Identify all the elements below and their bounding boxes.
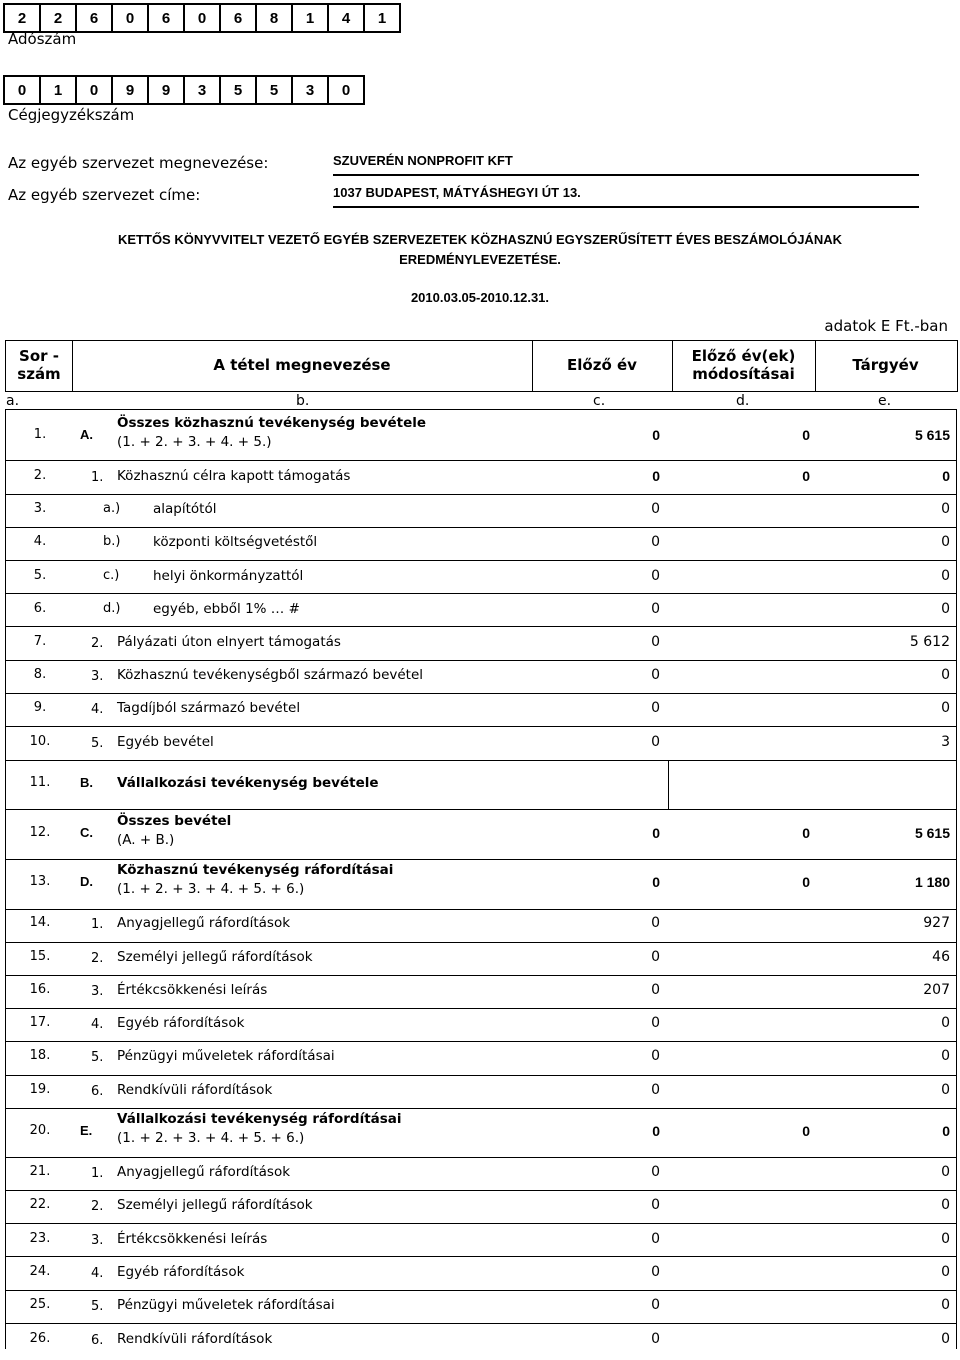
row-separator xyxy=(5,494,957,495)
digit-box: 8 xyxy=(257,5,293,31)
row-number: 17. xyxy=(29,1015,51,1030)
header-sor-szam xyxy=(5,340,73,390)
row-current-year-value: 0 xyxy=(941,1015,950,1031)
row-prev-year-value: 0 xyxy=(651,601,660,617)
digit-box: 2 xyxy=(5,5,41,31)
row-current-year-value: 0 xyxy=(941,601,950,617)
digit-box: 4 xyxy=(329,5,365,31)
unit-note: adatok E Ft.-ban xyxy=(824,317,948,335)
cell-border xyxy=(956,760,957,809)
row-item-number: 3. xyxy=(91,984,104,999)
header-mod-line1: Előző év(ek) xyxy=(691,347,796,365)
row-prev-modifications-value: 0 xyxy=(802,874,810,890)
row-number: 13. xyxy=(29,874,51,889)
row-item-name: Pályázati úton elnyert támogatás xyxy=(117,634,341,650)
digit-box: 6 xyxy=(77,5,113,31)
row-number: 9. xyxy=(33,700,47,715)
row-current-year-value: 0 xyxy=(941,568,950,584)
row-current-year-value: 0 xyxy=(941,1331,950,1347)
row-prev-year-value: 0 xyxy=(651,568,660,584)
row-separator xyxy=(5,626,957,627)
col-letter-a: a. xyxy=(6,393,20,409)
row-item-name: Közhasznú célra kapott támogatás xyxy=(117,468,351,484)
row-prev-year-value: 0 xyxy=(651,915,660,931)
row-item-number: 6. xyxy=(91,1084,104,1099)
row-item-name: alapítótól xyxy=(153,501,217,517)
header-sor-line2: szám xyxy=(17,365,61,383)
row-prev-year-value: 0 xyxy=(652,825,660,841)
row-item-formula: (1. + 2. + 3. + 4. + 5. + 6.) xyxy=(117,1130,305,1146)
header-prev-modifications xyxy=(672,340,815,390)
row-item-number: 1. xyxy=(91,470,104,485)
row-separator xyxy=(5,1323,957,1324)
row-item-formula: (A. + B.) xyxy=(117,832,175,848)
row-prev-modifications-value: 0 xyxy=(802,1123,810,1139)
digit-box: 6 xyxy=(221,5,257,31)
row-prev-modifications-value: 0 xyxy=(802,427,810,443)
row-item-number: 5. xyxy=(91,736,104,751)
row-prev-year-value: 0 xyxy=(651,1164,660,1180)
row-item-name: Közhasznú tevékenységből származó bevétel xyxy=(117,667,424,683)
row-current-year-value: 3 xyxy=(941,734,950,750)
row-section-letter: E. xyxy=(80,1123,93,1138)
digit-box: 1 xyxy=(377,9,387,27)
row-item-number: 4. xyxy=(91,702,104,717)
row-separator xyxy=(5,760,957,761)
row-number: 22. xyxy=(29,1197,51,1212)
row-item-name: Egyéb ráfordítások xyxy=(117,1015,245,1031)
org-name-value: SZUVERÉN NONPROFIT KFT xyxy=(333,153,919,176)
row-separator xyxy=(5,1256,957,1257)
row-number: 24. xyxy=(29,1264,51,1279)
row-prev-year-value: 0 xyxy=(652,1123,660,1139)
row-number: 4. xyxy=(33,534,47,549)
row-sub-letter: d.) xyxy=(103,601,121,616)
row-number: 7. xyxy=(33,634,47,649)
row-current-year-value: 0 xyxy=(941,1082,950,1098)
company-reg-label: Cégjegyzékszám xyxy=(8,106,135,124)
row-prev-year-value: 0 xyxy=(651,667,660,683)
digit-box: 1 xyxy=(41,77,77,103)
row-number: 20. xyxy=(29,1123,51,1138)
row-item-number: 1. xyxy=(91,1166,104,1181)
row-current-year-value: 46 xyxy=(932,949,950,965)
row-prev-year-value: 0 xyxy=(651,1197,660,1213)
table-border xyxy=(5,809,6,1349)
report-title-line2: EREDMÉNYLEVEZETÉSE. xyxy=(399,252,561,267)
row-separator xyxy=(5,975,957,976)
company-reg-boxes xyxy=(3,75,365,105)
row-number: 3. xyxy=(33,501,47,516)
table-border xyxy=(956,409,957,760)
row-item-number: 3. xyxy=(91,669,104,684)
row-prev-year-value: 0 xyxy=(652,427,660,443)
report-title-line1: KETTŐS KÖNYVVITELT VEZETŐ EGYÉB SZERVEZETEK KÖZHASZNÚ EGYSZERŰSÍTETT ÉVES BESZÁMOLÓJÁNAK xyxy=(118,232,842,247)
row-prev-year-value: 0 xyxy=(651,949,660,965)
row-separator xyxy=(5,693,957,694)
row-prev-year-value: 0 xyxy=(651,501,660,517)
row-item-name: Vállalkozási tevékenység ráfordításai xyxy=(117,1111,402,1127)
row-item-name: Egyéb bevétel xyxy=(117,734,214,750)
row-prev-year-value: 0 xyxy=(651,1297,660,1313)
digit-box: 0 xyxy=(5,77,41,103)
report-period: 2010.03.05-2010.12.31. xyxy=(410,290,550,305)
row-separator xyxy=(5,809,957,810)
row-number: 8. xyxy=(33,667,47,682)
row-sub-letter: c.) xyxy=(103,568,120,583)
digit-box: 0 xyxy=(341,81,351,99)
row-prev-year-value: 0 xyxy=(651,1231,660,1247)
row-separator xyxy=(5,460,957,461)
row-item-name: Anyagjellegű ráfordítások xyxy=(117,915,291,931)
row-current-year-value: 0 xyxy=(941,667,950,683)
row-sub-letter: b.) xyxy=(103,534,121,549)
row-prev-year-value: 0 xyxy=(651,700,660,716)
row-item-name: központi költségvetéstől xyxy=(153,534,318,550)
row-separator xyxy=(5,1008,957,1009)
row-prev-year-value: 0 xyxy=(651,1048,660,1064)
row-item-number: 6. xyxy=(91,1333,104,1348)
row-separator xyxy=(5,1075,957,1076)
row-separator xyxy=(5,660,957,661)
row-number: 23. xyxy=(29,1231,51,1246)
row-item-formula: (1. + 2. + 3. + 4. + 5. + 6.) xyxy=(117,881,305,897)
row-separator xyxy=(5,1223,957,1224)
row-item-formula: (1. + 2. + 3. + 4. + 5.) xyxy=(117,434,272,450)
row-prev-year-value: 0 xyxy=(652,874,660,890)
row-prev-year-value: 0 xyxy=(651,734,660,750)
row-separator xyxy=(5,942,957,943)
row-current-year-value: 5 612 xyxy=(909,634,950,650)
row-separator xyxy=(5,1290,957,1291)
row-number: 25. xyxy=(29,1297,51,1312)
row-current-year-value: 0 xyxy=(941,534,950,550)
cell-border xyxy=(5,760,6,809)
row-item-name: Vállalkozási tevékenység bevétele xyxy=(117,775,379,791)
row-number: 15. xyxy=(29,949,51,964)
row-item-name: Összes közhasznú tevékenység bevétele xyxy=(117,415,427,431)
row-item-name: Személyi jellegű ráfordítások xyxy=(117,949,313,965)
org-address-value: 1037 BUDAPEST, MÁTYÁSHEGYI ÚT 13. xyxy=(333,185,919,208)
row-separator xyxy=(5,1108,957,1109)
row-prev-modifications-value: 0 xyxy=(802,468,810,484)
row-item-name: Rendkívüli ráfordítások xyxy=(117,1082,273,1098)
row-item-number: 5. xyxy=(91,1050,104,1065)
row-item-name: Pénzügyi műveletek ráfordításai xyxy=(117,1048,335,1064)
row-section-letter: D. xyxy=(80,874,93,889)
row-number: 11. xyxy=(29,775,51,790)
digit-box: 0 xyxy=(185,5,221,31)
row-section-letter: B. xyxy=(80,775,93,790)
row-prev-year-value: 0 xyxy=(651,534,660,550)
row-prev-year-value: 0 xyxy=(652,468,660,484)
col-letter-b: b. xyxy=(296,393,310,409)
row-number: 1. xyxy=(33,427,47,442)
row-number: 6. xyxy=(33,601,47,616)
row-separator xyxy=(5,527,957,528)
row-item-number: 2. xyxy=(91,636,104,651)
table-border xyxy=(5,409,6,760)
row-current-year-value: 0 xyxy=(942,1123,950,1139)
row-item-name: Személyi jellegű ráfordítások xyxy=(117,1197,313,1213)
col-letter-c: c. xyxy=(593,393,606,409)
cell-border xyxy=(668,760,669,809)
row-prev-year-value: 0 xyxy=(651,1082,660,1098)
row-separator xyxy=(5,1041,957,1042)
row-item-number: 4. xyxy=(91,1266,104,1281)
row-separator xyxy=(5,1190,957,1191)
header-mod-line2: módosításai xyxy=(692,365,795,383)
col-letter-d: d. xyxy=(736,393,750,409)
row-number: 5. xyxy=(33,568,47,583)
digit-box: 3 xyxy=(185,77,221,103)
row-separator xyxy=(5,859,957,860)
row-item-name: Egyéb ráfordítások xyxy=(117,1264,245,1280)
row-prev-year-value: 0 xyxy=(651,982,660,998)
digit-box: 2 xyxy=(41,5,77,31)
row-current-year-value: 5 615 xyxy=(914,427,950,443)
row-separator xyxy=(5,560,957,561)
header-item-name: A tétel megnevezése xyxy=(213,356,391,374)
row-prev-year-value: 0 xyxy=(651,1331,660,1347)
row-current-year-value: 0 xyxy=(941,1231,950,1247)
digit-box: 6 xyxy=(149,5,185,31)
row-prev-year-value: 0 xyxy=(651,1264,660,1280)
row-current-year-value: 1 180 xyxy=(914,874,950,890)
row-current-year-value: 0 xyxy=(941,501,950,517)
row-item-number: 1. xyxy=(91,917,104,932)
row-item-number: 4. xyxy=(91,1017,104,1032)
org-name-label: Az egyéb szervezet megnevezése: xyxy=(8,154,269,172)
row-prev-year-value: 0 xyxy=(651,634,660,650)
row-item-number: 2. xyxy=(91,951,104,966)
org-address-label: Az egyéb szervezet címe: xyxy=(8,186,201,204)
row-item-name: egyéb, ebből 1% … # xyxy=(153,601,300,617)
row-current-year-value: 0 xyxy=(941,1048,950,1064)
row-item-name: Rendkívüli ráfordítások xyxy=(117,1331,273,1347)
row-item-number: 5. xyxy=(91,1299,104,1314)
row-item-number: 2. xyxy=(91,1199,104,1214)
row-section-letter: C. xyxy=(80,825,93,840)
row-number: 26. xyxy=(29,1331,51,1346)
row-item-name: Összes bevétel xyxy=(117,813,232,829)
digit-box: 0 xyxy=(77,77,113,103)
row-number: 10. xyxy=(29,734,51,749)
row-item-name: helyi önkormányzattól xyxy=(153,568,304,584)
header-sor-line1: Sor - xyxy=(19,347,59,365)
row-section-letter: A. xyxy=(80,427,93,442)
row-separator xyxy=(5,909,957,910)
row-separator xyxy=(5,1157,957,1158)
col-letter-e: e. xyxy=(878,393,892,409)
digit-box: 5 xyxy=(257,77,293,103)
row-current-year-value: 0 xyxy=(941,1164,950,1180)
row-current-year-value: 207 xyxy=(923,982,950,998)
row-number: 21. xyxy=(29,1164,51,1179)
row-item-name: Anyagjellegű ráfordítások xyxy=(117,1164,291,1180)
digit-box: 9 xyxy=(113,77,149,103)
row-current-year-value: 0 xyxy=(941,1297,950,1313)
digit-box: 0 xyxy=(113,5,149,31)
row-current-year-value: 0 xyxy=(941,700,950,716)
digit-box: 5 xyxy=(221,77,257,103)
row-item-name: Értékcsökkenési leírás xyxy=(117,982,268,998)
row-separator xyxy=(5,593,957,594)
header-current-year: Tárgyév xyxy=(852,356,919,374)
row-number: 18. xyxy=(29,1048,51,1063)
row-prev-year-value: 0 xyxy=(651,1015,660,1031)
row-item-name: Közhasznú tevékenység ráfordításai xyxy=(117,862,394,878)
digit-box: 1 xyxy=(293,5,329,31)
row-number: 14. xyxy=(29,915,51,930)
row-sub-letter: a.) xyxy=(103,501,121,516)
row-number: 12. xyxy=(29,825,51,840)
row-number: 2. xyxy=(33,468,47,483)
row-item-name: Pénzügyi műveletek ráfordításai xyxy=(117,1297,335,1313)
row-number: 19. xyxy=(29,1082,51,1097)
row-current-year-value: 0 xyxy=(941,1197,950,1213)
row-item-name: Tagdíjból származó bevétel xyxy=(117,700,301,716)
digit-box: 9 xyxy=(149,77,185,103)
row-number: 16. xyxy=(29,982,51,997)
tax-number-boxes xyxy=(3,3,401,33)
tax-number-label: Adószám xyxy=(8,30,77,48)
row-item-number: 3. xyxy=(91,1233,104,1248)
table-border xyxy=(956,809,957,1349)
row-current-year-value: 0 xyxy=(942,468,950,484)
header-prev-year: Előző év xyxy=(567,356,637,374)
row-current-year-value: 927 xyxy=(923,915,950,931)
row-prev-modifications-value: 0 xyxy=(802,825,810,841)
row-item-name: Értékcsökkenési leírás xyxy=(117,1231,268,1247)
digit-box: 3 xyxy=(293,77,329,103)
row-current-year-value: 0 xyxy=(941,1264,950,1280)
row-separator xyxy=(5,726,957,727)
row-current-year-value: 5 615 xyxy=(914,825,950,841)
